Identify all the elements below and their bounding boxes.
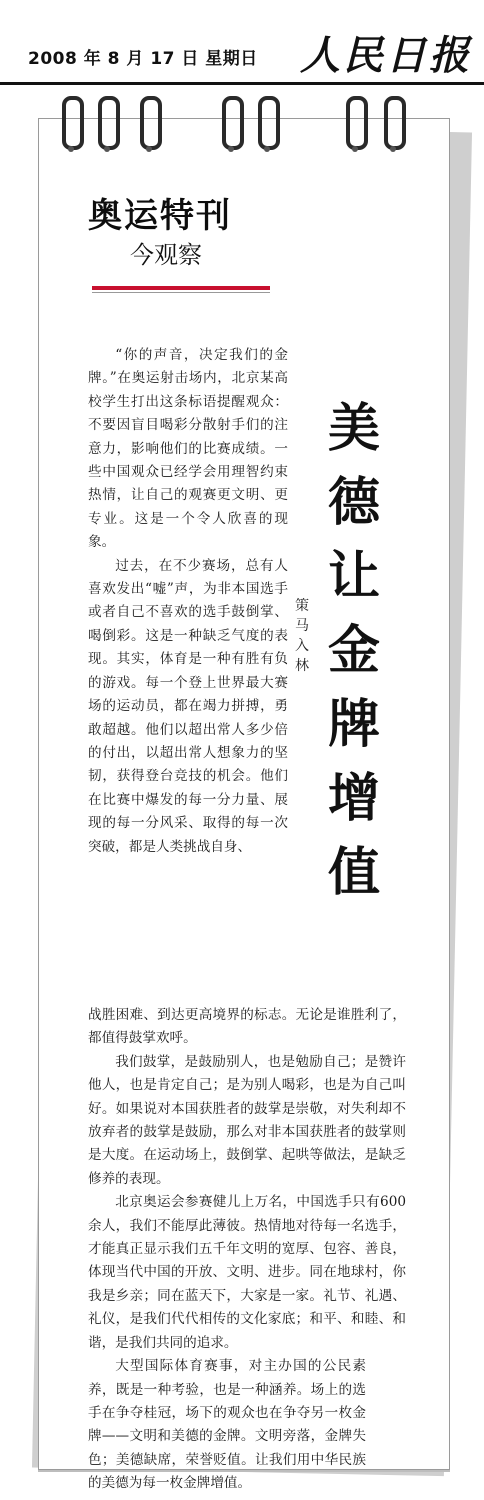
binder-ring-icon (62, 96, 84, 150)
headline-char: 值 (327, 842, 380, 903)
masthead (0, 0, 484, 88)
masthead-rule (0, 82, 484, 85)
headline-char: 让 (327, 546, 380, 607)
paragraph: 过去，在不少赛场，总有人喜欢发出“嘘”声，为非本国选手或者自己不喜欢的选手鼓倒掌、喝倒彩。这是一种缺乏气度的表现。其实，体育是一种有胜有负的游戏。每一个登上世界最大赛场的运动员，都在竭力拼搏，勇敢超越。他们以超出常人多少倍的付出，以超出常人想象力的坚韧，获得登台竞技的机会。他们在比赛中爆发的每一分力量、展现的每一分风采、取得的每一次突破，都是人类挑战自身、 (88, 557, 288, 855)
section-subtitle: 今观察 (130, 241, 202, 269)
byline-char: 马 (295, 618, 309, 634)
article-body-wide (88, 1004, 406, 1496)
newspaper-logo: 人民日报 (300, 32, 472, 79)
article-headline (322, 392, 386, 910)
red-divider (92, 286, 270, 290)
paragraph: 大型国际体育赛事，对主办国的公民素养，既是一种考验，也是一种涵养。场上的选手在争夺桂冠，场下的观众也在争夺另一枚金牌——文明和美德的金牌。文明旁落，金牌失色；美德缺席，荣誉贬值。让我们用中华民族的美德为每一枚金牌增值。 (88, 1358, 366, 1492)
headline-char: 牌 (327, 694, 380, 755)
binder-rings (0, 96, 484, 156)
headline-char: 金 (327, 620, 380, 681)
byline (292, 596, 312, 676)
binder-ring-icon (384, 96, 406, 150)
paragraph: “你的声音，决定我们的金牌。”在奥运射击场内，北京某高校学生打出这条标语提醒观众：不要因盲目喝彩分散射手们的注意力，影响他们的比赛成绩。一些中国观众已经学会用理智约束热情，让自己的观赛更文明、更专业。这是一个令人欣喜的现象。 (88, 347, 288, 551)
issue-date: 2008 年 8 月 17 日 星期日 (28, 49, 258, 69)
paragraph-continued: 战胜困难、到达更高境界的标志。无论是谁胜利了，都值得鼓掌欢呼。 (88, 1007, 406, 1047)
section-title: 奥运特刊 (88, 196, 232, 236)
binder-ring-icon (140, 96, 162, 150)
binder-ring-icon (258, 96, 280, 150)
paragraph: 北京奥运会参赛健儿上万名，中国选手只有600余人，我们不能厚此薄彼。热情地对待每一名选手，才能真正显示我们五千年文明的宽厚、包容、善良，体现当代中国的开放、文明、进步。同在地球村，你我是乡亲；同在蓝天下，大家是一家。礼节、礼遇、礼仪，是我们代代相传的文化家底；和平、和睦、和谐，是我们共同的追求。 (88, 1194, 406, 1351)
article-body-narrow (88, 344, 288, 859)
gray-divider (92, 292, 270, 293)
paragraph: 我们鼓掌，是鼓励别人，也是勉励自己；是赞许他人，也是肯定自己；是为别人喝彩，也是为自己叫好。如果说对本国获胜者的鼓掌是崇敬，对失利却不放弃者的鼓掌是鼓励，那么对非本国获胜者的鼓掌则是大度。在运动场上，鼓倒掌、起哄等做法，是缺乏修养的表现。 (88, 1053, 406, 1187)
byline-char: 策 (295, 598, 309, 614)
binder-ring-icon (346, 96, 368, 150)
section-header (88, 196, 278, 270)
headline-char: 增 (327, 768, 380, 829)
binder-ring-icon (98, 96, 120, 150)
headline-char: 德 (327, 472, 380, 533)
binder-ring-icon (222, 96, 244, 150)
byline-char: 入 (295, 638, 309, 654)
headline-char: 美 (327, 398, 380, 459)
byline-char: 林 (295, 658, 309, 674)
